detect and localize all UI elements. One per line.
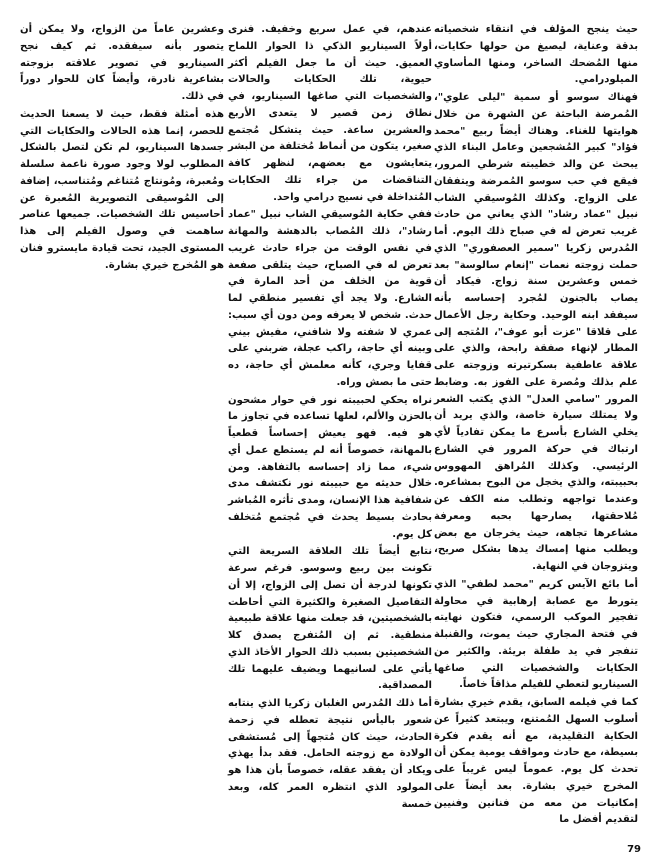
text-column-middle (228, 22, 432, 814)
paragraph: نتابع أيضاً تلك العلاقة السريعة التي تكونت بين ربيع وسوسو. فرغم سرعة تكونها لدرجة أن تصل إلى الزواج، إلا أن التفاصيل الصغيرة والكثيرة التي أحاطت بالشخصيتين، قد جعلت منها علاقة طبيعية منطقية. ثم إن المُتفرج يصدق كلا الشخصيتين بسبب ذلك الحوار الأخاذ الذي يأتي على لسانيهما ويضيف عليهما تلك المصداقية. (228, 546, 432, 692)
paragraph: هذه أمثلة فقط، حيث لا يسعنا الحديث للحصر، إنما هذه الحالات والحكايات التي جسدها السيناريو، لم تكن لتصل بالشكل المطلوب لولا وجود صورة ناعمة سلسلة ومُعبرة، ومُونتاج مُتناغم ومُتناسب، إضافة إلى المُوسيقى التصويرية المُعبرة عن أحاسيس تلك الشخصيات. جميعها عناصر ساهمت في وصول الفيلم إلى هذا المستوى الجيد، تحت قيادة مايسترو فنان هو المُخرج خيري بشارة. (20, 108, 224, 271)
paragraph: فهناك سوسو أو سمية "ليلى علوي"، المُمرضة الباحثة عن الشهرة من خلال هوايتها للغناء. وهناك أيضاً ربيع "محمد فؤاد" كبير المُشجعين وعامل البناء الذي يبحث عن والد خطيبته شرطي المرور، فيقع في حب سوسو المُمرضة ويتفقان على الزواج. وكذلك المُوسيقي الشاب نبيل "عماد رشاد" الذي يعاني من حادث غريب تعرض له في صباح ذلك اليوم. أما المُدرس زكريا "سمير العصفوري" الذي حملت زوجته نعمات "إنعام سالوسة" بعد خمس وعشرين سنة زواج. فيكاد أن يصاب بالجنون لمُجرد إحساسه بأنه سيفقد ابنه الوحيد. وحكاية رجل الأعمال على قلاقا "عزت أبو عوف"، المُتجه إلى المطار لإنهاء صفقة رابحة، والذي على علاقة عاطفية بسكرتيرته وزوجته على علم بذلك ومُصرة على الفوز به. وضابط المرور "سامي العدل" الذي يكتب الشعر ولا يمتلك سيارة خاصة، والذي يريد أن يخلي الشارع بأسرع ما يمكن تفادياً لأي ارتباك في حركة المرور في الشارع الرئيسي. وكذلك المُراهق المهووس بحبيبته، والذي يخجل من البوح بمشاعره. وعندما تواجهه وتطلب منه الكف عن مُلاحقتها، يصارحها بحبه ومعرفة مشاعرها تجاهه، حيث يخرجان مع بعض ويطلب منها إمساك يدها بشكل صريح، ويتزوجان في النهاية. (434, 92, 638, 572)
paragraph: ففي حكاية المُوسيقي الشاب نبيل "عماد رشاد"، ذلك المُصاب بالدهشة والمهانة في نفس الوقت من جراء حادث غريب تعرض له في الصباح، حيث يتلقى صفعة قوية من الخلف من أحد المارة في الشارع. ولا يجد أي تفسير منطقي لما حدث. شخص لا يعرفه ومن دون أي سبب: عمري لا شفته ولا شافني، مفيش بيني وبينه أي حاجة، راكب عجلة، ضربني على قفايا وجري، كأنه معلمش أي حاجة، ده حتى ما بصش وراه. (228, 209, 432, 388)
paragraph: أما ذلك المُدرس الغلبان زكريا الذي ينتابه شعور باليأس نتيجة تعطله في زحمة الحادث، حيث كان مُتجهاً إلى مُستشفى الولادة مع زوجته الحامل. فقد بدأ يهذي ويكاد أن يفقد عقله، خصوصاً بأن هذا هو المولود الذي انتظره العمر كله، وبعد خمسة (228, 698, 432, 810)
paragraph: نراه يحكي لحبيبته نور في حوار مشحون بالحزن والألم، لعلها تساعده في تجاوز ما هو فيه. فهو يعيش إحساساً قطعياً بالمهانة، خصوصاً أنه لم يستطع عمل أي شيء، مما زاد إحساسه بالتفاهة. ومن خلال حديثه مع حبيبته نور نكتشف مدى شفافية هذا الإنسان، ومدى تأثره المُباشر بحادث بسيط يحدث في مُجتمع مُتخلف كل يوم. (228, 394, 432, 540)
paragraph: حيث ينجح المؤلف في انتقاء شخصياته بدقة وعناية، ليصيغ من حولها حكايات، منها المُضحك الساخر، ومنها المأساوي الميلودرامي. (434, 24, 638, 86)
paragraph: أما بائع الآيس كريم "محمد لطفي" الذي يتورط مع عصابة إرهابية في محاولة تفجير الموكب الرسمي، فتكون نهايته في فتحة المجاري حيث يموت، والقنبلة تنفجر في يد طفلة بريئة. والكثير من الحكايات والشخصيات التي صاغها السيناريو لتعطي للفيلم مذاقاً خاصاً. (434, 578, 638, 691)
text-column-right (434, 22, 638, 830)
text-column-left (20, 22, 224, 275)
paragraph: عندهم، في عمل سريع وخفيف. فنرى أولاً السيناريو الذكي ذا الحوار اللماح العميق. حيث أن ما جعل الفيلم أكثر حيوية، تلك الحكايات والحالات والشخصيات التي صاغها السيناريو، في نطاق زمن قصير لا يتعدى الأربع والعشرين ساعة. حيث يتشكل مُجتمع صغير، يتكون من أنماط مُختلفة من البشر يتعايشون مع بعضهم، لنظهر كافة التناقضات من جراء تلك الحكايات المُتداخلة في نسيج درامي واحد. (228, 24, 432, 203)
paragraph: وعشرين عاماً من الزواج، ولا يمكن أن يتصور بأنه سيفقده. ثم كيف نجح السيناريو في تصوير علاقته بزوجته بشاعرية نادرة، وأيضاً كان للحوار دوراً في ذلك. (20, 24, 224, 102)
page-number: 79 (627, 844, 641, 855)
paragraph: كما في فيلمه السابق، يقدم خيري بشارة أسلوب السهل المُمتنع، ويبتعد كثيراً عن الحكاية التقليدية، مع أنه يقدم فكرة بسيطة، مع حادث ومواقف يومية يمكن أن تحدث كل يوم. عموماً ليس غريباً على المخرج خيري بشارة. بعد أيضاً على إمكانيات من معه من فنانين وفنيين لتقديم أفضل ما (434, 697, 638, 826)
